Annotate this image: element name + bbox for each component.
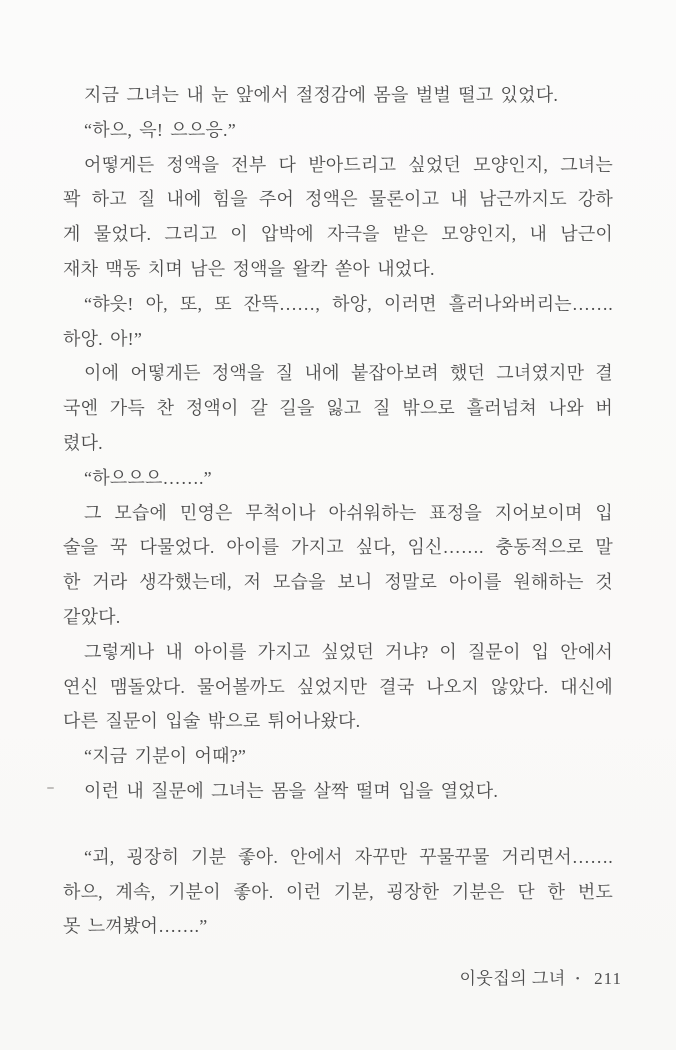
text-line: 꽉 하고 질 내에 힘을 주어 정액은 물론이고 내 남근까지도 강하 — [63, 189, 613, 210]
text-line: “하으으으…….” — [84, 467, 212, 488]
page-footer — [459, 966, 622, 992]
text-line: 다른 질문이 입술 밖으로 튀어나왔다. — [63, 711, 361, 732]
text-line: 하앙. 아!” — [63, 328, 143, 349]
text-line: 못 느껴봤어…….” — [63, 916, 208, 937]
text-line: 한 거라 생각했는데, 저 모습을 보니 정말로 아이를 원해하는 것 — [63, 572, 613, 593]
scan-speck — [47, 787, 54, 789]
text-line: 게 물었다. 그리고 이 압박에 자극을 받은 모양인지, 내 남근이 — [63, 224, 613, 245]
text-line: 지금 그녀는 내 눈 앞에서 절정감에 몸을 벌벌 떨고 있었다. — [84, 85, 559, 105]
text-line: 술을 꾹 다물었다. 아이를 가지고 싶다, 임신……. 충동적으로 말 — [63, 537, 613, 558]
text-line: 렸다. — [63, 432, 103, 453]
text-line: “하으, 윽! 으으응.” — [84, 119, 236, 140]
text-line: 같았다. — [63, 606, 121, 627]
text-line: “햐읏! 아, 또, 또 잔뜩……, 하앙, 이러면 흘러나와버리는……. — [84, 293, 613, 314]
text-line: 그 모습에 민영은 무척이나 아쉬워하는 표정을 지어보이며 입 — [84, 502, 613, 523]
page-number: 211 — [594, 969, 622, 988]
text-line: 하으, 계속, 기분이 좋아. 이런 기분, 굉장한 기분은 단 한 번도 — [63, 881, 613, 902]
paragraph-gap — [63, 809, 613, 840]
text-line: “지금 기분이 어때?” — [84, 746, 247, 767]
text-line: 어떻게든 정액을 전부 다 받아드리고 싶었던 모양인지, 그녀는 — [84, 154, 613, 175]
text-line: 국엔 가득 찬 정액이 갈 길을 잃고 질 밖으로 흘러넘쳐 나와 버 — [63, 398, 613, 419]
text-line: 재차 맥동 치며 남은 정액을 왈칵 쏟아 내었다. — [63, 258, 435, 279]
book-title: 이웃집의 그녀 — [459, 969, 566, 988]
text-line: 연신 맴돌았다. 물어볼까도 싶었지만 결국 나오지 않았다. 대신에 — [63, 676, 613, 697]
text-line: 이런 내 질문에 그녀는 몸을 살짝 떨며 입을 열었다. — [84, 780, 499, 801]
text-line: “괴, 굉장히 기분 좋아. 안에서 자꾸만 꾸물꾸물 거리면서……. — [84, 846, 613, 867]
text-line: 그렇게나 내 아이를 가지고 싶었던 거냐? 이 질문이 입 안에서 — [84, 641, 613, 662]
text-line: 이에 어떻게든 정액을 질 내에 붙잡아보려 했던 그녀였지만 결 — [84, 363, 613, 384]
separator-dot: • — [575, 973, 581, 985]
body-text — [63, 78, 613, 944]
